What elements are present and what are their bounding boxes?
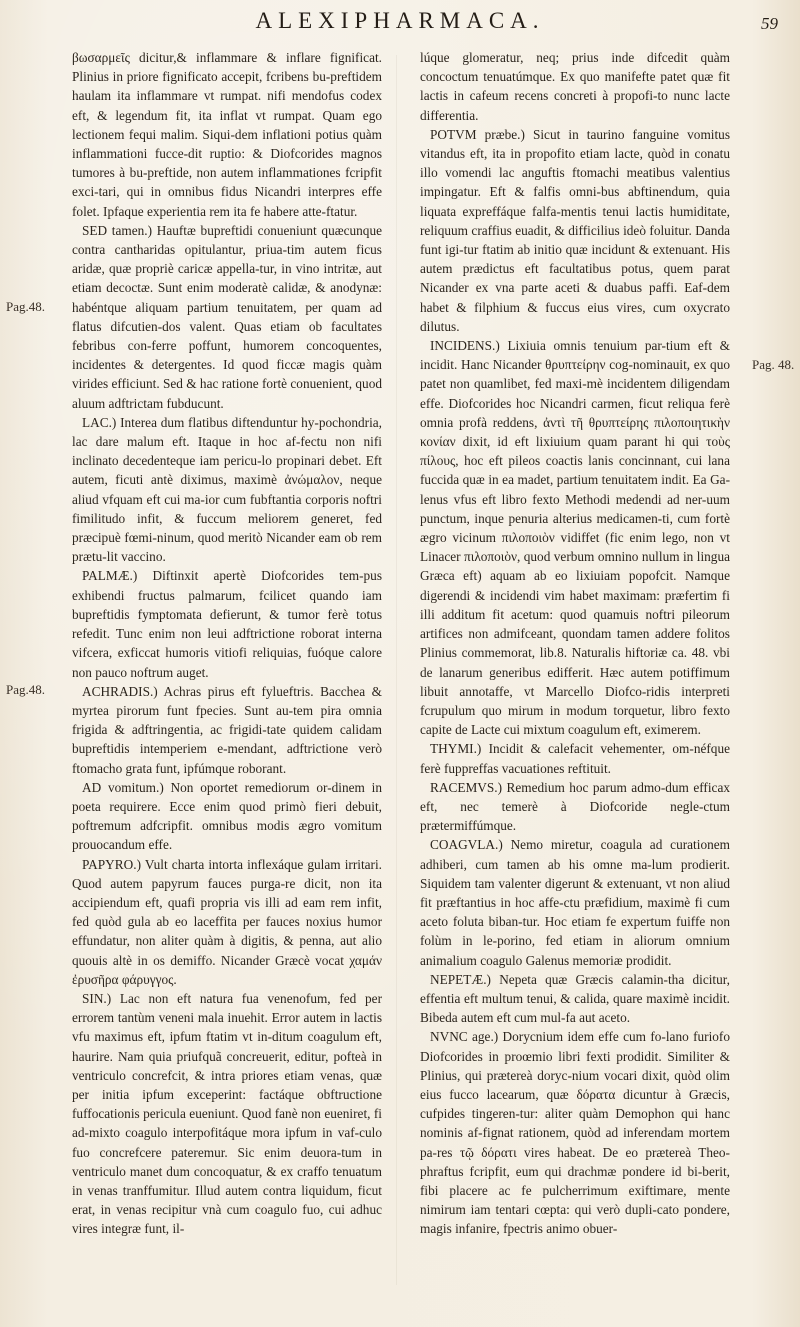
paragraph: lúque glomeratur, neq; prius inde difcedit quàm concoctum tenuatúmque. Ex quo manifefte patet quæ fit lactis in cafeum recens concreti à propofi-to nunc lacte differentia. [420, 50, 730, 123]
right-text-column [420, 48, 730, 1239]
paragraph: RACEMVS.) Remedium hoc parum admo-dum efficax eft, nec temerè à Diofcoride negle-ctum prætermiffúmque. [420, 779, 730, 834]
paragraph: SED tamen.) Hauftæ bupreftidi conueniunt quæcunque contra cantharidas opitulantur, priua-tim autem ficus aridæ, quæ propriè caricæ appella-tur, in vino intritæ, aut etiam decoctæ. Sunt enim moderatè calidæ, & anodynæ: habéntque aliquam partium tenuitatem, per quam ad flatus difcutien-dos valent. Quas etiam ob facultates febribus con-ferre poffunt, humorem concoquentes, incidentes & detergentes. Id quod ficcæ magis quàm virides efficiunt. Sed & hac ratione fortè conuenient, quod aluum adftrictam fubducunt. [72, 222, 382, 411]
paragraph: INCIDENS.) Lixiuia omnis tenuium par-tium eft & incidit. Hanc Nicander θρυπτείρην cog-nominauit, ex quo patet non quamlibet, fed maxi-mè incidentem diligendam effe. Diofcorides hoc Nicandri carmen, ficut reliqua ferè omnia profà reddens, ἀντὶ τῆ θρυπτείρης πιλοποιητικὴν κονίαν dixit, id eft lixiuium quam parant hi qui τοὺς πίλους, hoc eft pileos coactis lanis concinnant, cui lana fuccida quæ in ea madet, partium tenuitatem indit. Ea Ga-lenus vfus eft libro fexto Methodi medendi ad ner-uum punctum, inque penuria alterius medicamen-ti, cum fortè ægro vicinum πιλοποιὸν vidiffet (fic enim lego, non vt Linacer πιλοποιὸν, quod verbum omnino nullum in lingua Græca eft) aquam ab eo lixiuiam popofcit. Namque digerendi & incidendi vim habet maximam: præfertim fi illi additum fit acetum: quod quamuis noftri pileorum artifices non admifceant, quondam tamen addere folitos Plinius commemorat, lib.8. Naturalis hiftoriæ ca. 48. vbi de lanarum generibus edifferit. Hæc autem potiffimum libuit annotaffe, vt Marcello Diofco-ridis interpreti fcrupulum quo mirum in modum torquetur, libro fexto capite de Lacte cui mixtum coagulum eft, eximerem. [420, 338, 730, 738]
paragraph: THYMI.) Incidit & calefacit vehementer, om-néfque ferè fuppreffas vacuationes reftituit. [420, 741, 730, 776]
margin-page-reference: Pag. 48. [752, 357, 795, 372]
paragraph: LAC.) Interea dum flatibus diftenduntur hy-pochondria, lac dare malum eft. Itaque in hoc af-fectu non nifi inclinato decedenteque iam pericu-lo propinari debet. Eft autem, ficuti antè diximus, maximè ἀνώμαλον, neque aliud vfquam eft cui ma-ior cum fubftantia corporis noftri fimilitudo infit, & fuccum meliorem generet, fed præcipuè fœmi-ninum, quod meritò Nicander eam ob rem prætu-lit vaccino. [72, 414, 382, 565]
margin-page-reference: Pag.48. [6, 299, 45, 314]
paragraph: NVNC age.) Dorycnium idem effe cum fo-lano furiofo Diofcorides in proœmio libri fexti prodidit. Similiter & Plinius, qui prætereà doryc-nium vocari dixit, quòd olim eius fucco lacearum, quæ δόρατα dicuntur à Græcis, cufpides tingeren-tur: aliter quàm Demophon qui hanc nominis af-fignat rationem, quòd ad inferendam mortem pa-res τῷ δόρατι vires habeat. De eo prætereà Theo-phraftus fcripfit, eum qui drachmæ pondere id bi-berit, fibi placere ac fe pulcherrimum exiftimare, mente nimirum iam tentari cœpta: qui verò dupli-cato pondere, magis infanire, fpectris animo obuer- [420, 1029, 730, 1237]
running-title: ALEXIPHARMACA. [255, 8, 545, 33]
paragraph: PALMÆ.) Diftinxit apertè Diofcorides tem-pus exhibendi fructus palmarum, fcilicet quando iam bupreftidis fymptomata defierunt, & tumor ferè totus refedit. Tunc enim non leui adftrictione roborat interna vifcera, exficcat humoris vitiofi reliquias, fuóque calore non pauco noftrum auget. [72, 568, 382, 680]
left-text-column [72, 48, 382, 1239]
paragraph: COAGVLA.) Nemo miretur, coagula ad curationem adhiberi, cum tamen ab his omne ma-lum prodierit. Siquidem tam valenter digerunt & extenuant, vt non aliud fit præftantius in hoc affe-ctu præfidium, maximè fi cum aceto foluta biban-tur. Hoc etiam fe expertum fuiffe non folùm in le-porino, fed etiam in aliorum omnium animalium coagulo Galenus memoriæ prodidit. [420, 837, 730, 968]
paragraph: POTVM præbe.) Sicut in taurino fanguine vomitus vitandus eft, ita in propofito etiam lacte, quòd in conatu illo vomendi lac anguftis ftomachi meatibus valentius impingatur. Eft & falfis omni-bus abftinendum, quia liquata expreffáque falfa-mentis tenui lactis humiditate, reliquum craffius euadit, & difficilius ideò foluitur. Danda funt igi-tur ftatim ab initio quæ incidunt & extenuant. His autem prædictus eft facultatibus potus, quem parat Nicander ex vna parte aceti & duabus paffi. Eaf-dem habet & filphium & fuccus eius vires, cum oxycrato dilutus. [420, 126, 730, 334]
paragraph: AD vomitum.) Non oportet remediorum or-dinem in poeta requirere. Ecce enim quod primò fieri debuit, poftremum adfcripfit. omnibus modis ægro vomitum prouocandum effe. [72, 779, 382, 853]
paragraph: NEPETÆ.) Nepeta quæ Græcis calamin-tha dicitur, effentia eft multum tenui, & calida, quare maximè incidit. Bibeda autem eft cum mul-fa aut aceto. [420, 971, 730, 1026]
paragraph: βωσαρμεῖς dicitur,& inflammare & inflare fignificat. Plinius in priore fignificato accepit, fcribens bu-preftidem haulam ita inflammare vt rumpat. nifi mendofus codex eft, & legendum fit, ita inflat vt rumpat. Quam ego lectionem fequi malim. Siqui-dem inflationi potius quàm inflammationi fucce-dit ruptio: & Diofcorides magnos tumores à bu-preftide, non autem inflammationes fcripfit exci-tari, qui in omnibus fidus Nicandri interpres effe folet. Ipfaque experientia rem ita fe habere atte-ftatur. [72, 50, 382, 219]
margin-page-reference: Pag.48. [6, 682, 45, 697]
column-divider [396, 55, 397, 1285]
page-number: 59 [761, 14, 778, 33]
paragraph: PAPYRO.) Vult charta intorta inflexáque gulam irritari. Quod autem papyrum fauces purga-re dicit, non ita accipiendum eft, quafi propria vis illi ad eam rem infit, fed quòd gula ab eo laceffita per fauces noxius humor effundatur, non aliter quàm à digitis, & penna, aut alio quouis altè in os demiffo. Nicander Græcè vocat χαμάν ἐρυσῆρα φάρυγγος. [72, 856, 382, 987]
paragraph: ACHRADIS.) Achras pirus eft fylueftris. Bacchea & myrtea pirorum funt fpecies. Sunt au-tem pira omnia frigida & adftringentia, ac frigidi-tate quidem calidam bupreftidis intemperiem e-mendant, adftrictione verò ftomacho grata funt, ipfúmque roborant. [72, 683, 382, 776]
paragraph: SIN.) Lac non eft natura fua venenofum, fed per errorem tantùm veneni mala inuehit. Error autem in lactis vfu maximus eft, ipfum ftatim vt in-ditum coagulum eft, haurire. Nam quia priufquã concreuerit, editur, pofteà in ventriculo concrefcit, & intra priores etiam venas, quæ per initia ipfum exceperint: factáque obftructione fuffocationis pericula eueniunt. Quod fanè non eueniret, fi ad-mixto coagulo interpofitáque mora ipfum in vaf-culo fuo concrefcere pateremur. Sic enim deuora-tum in ventriculo manet dum concoquatur, & ex craffo tenuatum in venas tranffumitur. Illud autem contra liquidum, ficut erat, in venas recipitur vnà cum coagulo fuo, cui adhuc vires integræ funt, il- [72, 990, 382, 1237]
